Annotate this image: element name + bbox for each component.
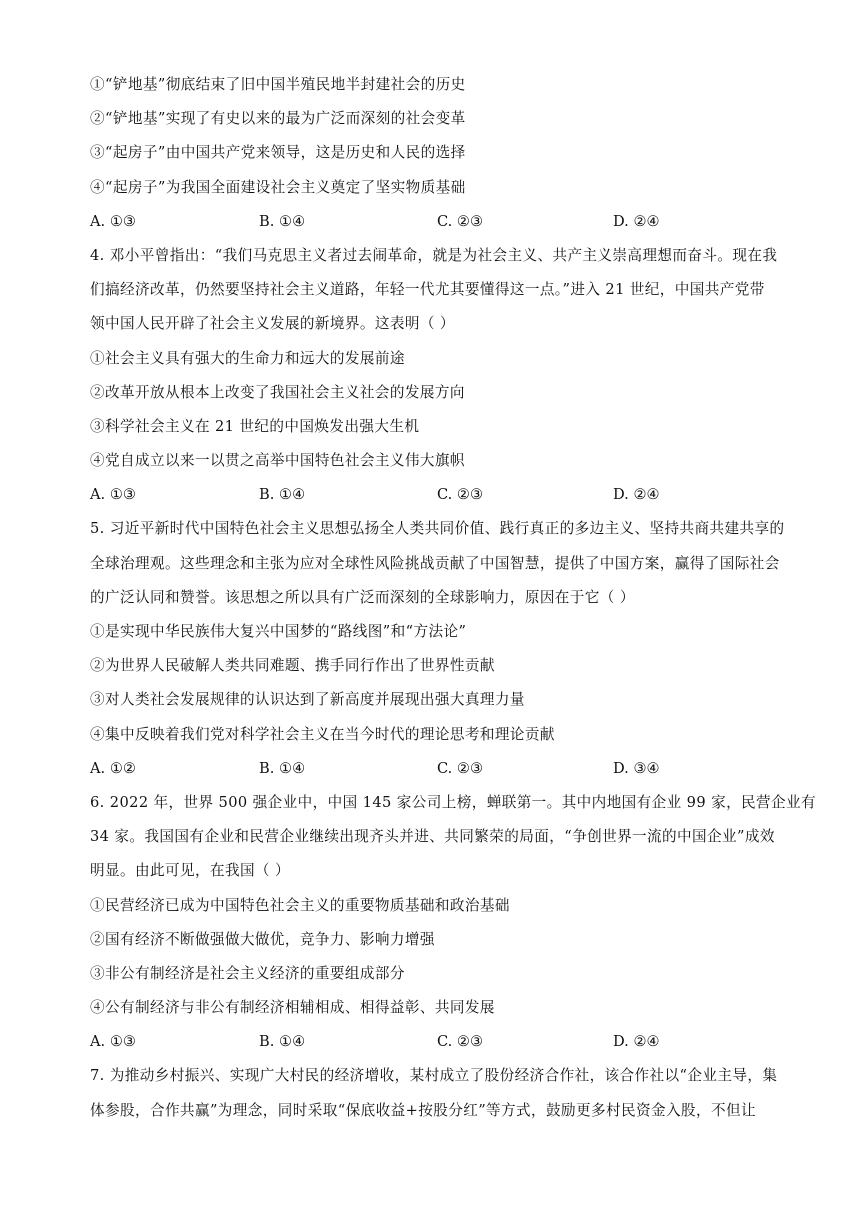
q3-option-b: B. ①④: [259, 212, 306, 230]
q4-item-1: ①社会主义具有强大的生命力和远大的发展前途: [90, 349, 405, 367]
q5-item-1: ①是实现中华民族伟大复兴中国梦的“路线图”和“方法论”: [90, 623, 467, 640]
q5-item-3: ③对人类社会发展规律的认识达到了新高度并展现出强大真理力量: [90, 691, 525, 709]
q5-option-a: A. ①②: [90, 759, 136, 777]
q6-item-1: ①民营经济已成为中国特色社会主义的重要物质基础和政治基础: [90, 896, 510, 914]
q4-option-c: C. ②③: [437, 486, 484, 504]
q3-options: [90, 205, 790, 239]
q6-stem-line-1: 6. 2022 年，世界 500 强企业中，中国 145 家公司上榜，蝉联第一。其中内地国有企业 99 家，民营企业有: [90, 793, 817, 811]
q6-options: [90, 1025, 790, 1059]
q5-stem-line-1: 5. 习近平新时代中国特色社会主义思想弘扬全人类共同价值、践行真正的多边主义、坚持共商共建共享的: [90, 520, 785, 538]
q4-options: [90, 478, 790, 512]
q5-item-2: ②为世界人民破解人类共同难题、携手同行作出了世界性贡献: [90, 657, 495, 675]
q3-item-2: ②“铲地基”实现了有史以来的最为广泛而深刻的社会变革: [90, 110, 466, 128]
q3-option-a: A. ①③: [90, 212, 136, 230]
q3-option-c: C. ②③: [437, 212, 484, 230]
q4-stem-line-2: 们搞经济改革，仍然要坚持社会主义道路，年轻一代尤其要懂得这一点。”进入 21 世纪，中国共产党带: [90, 281, 765, 299]
question-5: [90, 512, 790, 786]
exam-page: [90, 68, 817, 1128]
question-6: [90, 786, 817, 1060]
q6-option-d: D. ②④: [613, 1033, 660, 1051]
q6-option-a: A. ①③: [90, 1033, 136, 1051]
q3-item-3: ③“起房子”由中国共产党来领导，这是历史和人民的选择: [90, 144, 466, 162]
q6-item-3: ③非公有制经济是社会主义经济的重要组成部分: [90, 964, 405, 982]
q4-option-b: B. ①④: [259, 486, 306, 504]
q6-item-2: ②国有经济不断做强做大做优，竞争力、影响力增强: [90, 930, 435, 948]
q5-stem-line-2: 全球治理观。这些理念和主张为应对全球性风险挑战贡献了中国智慧，提供了中国方案，赢得了国际社会: [90, 554, 780, 572]
q7-stem-line-2: 体参股，合作共赢”为理念，同时采取“保底收益+按股分红”等方式，鼓励更多村民资金入股，不但让: [90, 1101, 756, 1119]
q6-item-4: ④公有制经济与非公有制经济相辅相成、相得益彰、共同发展: [90, 999, 495, 1017]
q5-option-d: D. ③④: [613, 759, 660, 777]
q6-stem-line-2: 34 家。我国国有企业和民营企业继续出现齐头并进、共同繁荣的局面，“争创世界一流的中国企业”成效: [90, 828, 775, 846]
q4-item-2: ②改革开放从根本上改变了我国社会主义社会的发展方向: [90, 383, 465, 401]
q3-option-d: D. ②④: [613, 212, 660, 230]
q5-option-b: B. ①④: [259, 759, 306, 777]
q4-item-3: ③科学社会主义在 21 世纪的中国焕发出强大生机: [90, 417, 420, 435]
q5-options: [90, 752, 790, 786]
q3-item-4: ④“起房子”为我国全面建设社会主义奠定了坚实物质基础: [90, 178, 466, 196]
q5-option-c: C. ②③: [437, 759, 484, 777]
q4-stem-line-1: 4. 邓小平曾指出：“我们马克思主义者过去闹革命，就是为社会主义、共产主义崇高理想而奋斗。现在我: [90, 246, 778, 264]
q5-item-4: ④集中反映着我们党对科学社会主义在当今时代的理论思考和理论贡献: [90, 725, 555, 743]
q4-option-d: D. ②④: [613, 486, 660, 504]
question-4: [90, 239, 790, 513]
q6-option-b: B. ①④: [259, 1033, 306, 1051]
q3-item-1: ①“铲地基”彻底结束了旧中国半殖民地半封建社会的历史: [90, 76, 466, 93]
q4-item-4: ④党自成立以来一以贯之高举中国特色社会主义伟大旗帜: [90, 452, 465, 470]
q5-stem-line-3: 的广泛认同和赞誉。该思想之所以具有广泛而深刻的全球影响力，原因在于它（ ）: [90, 588, 635, 606]
question-3: [90, 68, 790, 239]
question-7: [90, 1059, 790, 1127]
q4-option-a: A. ①③: [90, 486, 136, 504]
q7-stem-line-1: 7. 为推动乡村振兴、实现广大村民的经济增收，某村成立了股份经济合作社，该合作社以“企业主导，集: [90, 1067, 778, 1085]
q4-stem-line-3: 领中国人民开辟了社会主义发展的新境界。这表明（ ）: [90, 315, 455, 333]
q6-stem-line-3: 明显。由此可见，在我国（ ）: [90, 862, 290, 880]
q6-option-c: C. ②③: [437, 1033, 484, 1051]
